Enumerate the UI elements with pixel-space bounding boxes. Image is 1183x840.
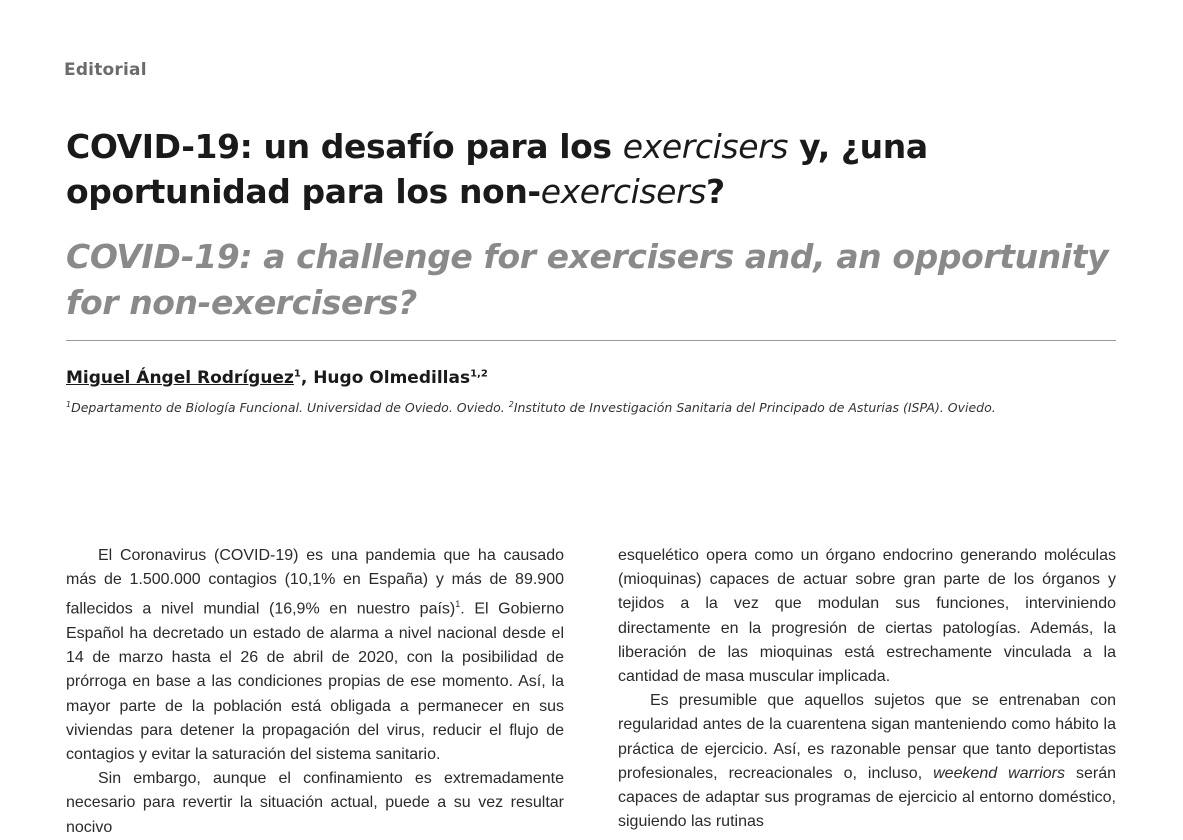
paragraph-text: . El Gobierno Español ha decretado un estado de alarma a nivel nacional desde el 14 de marzo hasta el 26 de abril de 2020, con la posibilidad de prórroga en base a las condiciones propias de ese momento. Así, la mayor parte de la población está obligada a permanecer en sus viviendas para detener la propagación del virus, reducir el flujo de contagios y evitar la saturación del sistema sanitario.	[66, 600, 564, 763]
affiliation2-text: Instituto de Investigación Sanitaria del Principado de Asturias (ISPA). Oviedo.	[513, 400, 996, 416]
paragraph-text: El Coronavirus (COVID-19) es una pandemia que ha causado más de 1.500.000 contagios (10,1% en España) y más de 89.900 fallecidos a nivel mundial (16,9% en nuestro país)	[66, 547, 564, 618]
section-label: Editorial	[64, 60, 147, 80]
affiliation1-mark: 1	[66, 400, 72, 409]
paragraph-text: serán capaces de adaptar sus programas de ejercicio al entorno doméstico, siguiendo las rutinas	[618, 764, 1116, 831]
article-title-english: COVID-19: a challenge for exercisers and, an opportunity for non-exercisers?	[66, 237, 1109, 322]
paragraph	[618, 689, 1116, 834]
title-es-em1: exercisers	[622, 127, 789, 166]
article-title-spanish	[66, 124, 1126, 214]
body-column-left	[66, 544, 564, 840]
author-olmedillas: Hugo Olmedillas	[313, 368, 471, 388]
author-list	[66, 368, 488, 388]
title-es-part3: ?	[706, 172, 725, 211]
paragraph-text: esquelético opera como un órgano endocrino generando moléculas (mioquinas) capaces de actuar sobre gran parte de los órganos y tejidos a la vez que modulan sus funciones, interviniendo directamente en la progresión de ciertas patologías. Además, la liberación de las mioquinas está estrechamente vinculada a la cantidad de masa muscular implicada.	[618, 547, 1116, 686]
body-column-right	[618, 544, 1116, 834]
paragraph	[66, 767, 564, 840]
paragraph	[618, 544, 1116, 689]
affiliation2-mark: 2	[508, 400, 514, 409]
affiliations	[66, 400, 1126, 415]
author-link-rodriguez[interactable]: Miguel Ángel Rodríguez	[66, 368, 294, 388]
affiliation1-text: Departamento de Biología Funcional. Universidad de Oviedo. Oviedo.	[71, 400, 509, 416]
title-es-part1: COVID-19: un desafío para los	[66, 127, 623, 166]
author-separator: ,	[300, 368, 314, 388]
author2-affiliation-mark: 1,2	[470, 368, 488, 380]
reference-mark[interactable]: 1	[455, 599, 461, 610]
paragraph-text: Es presumible que aquellos sujetos que se entrenaban con regularidad antes de la cuarentena sigan manteniendo como hábito la práctica de ejercicio. Así, es razonable pensar que tanto deportistas profesionales, recreacionales o, incluso,	[618, 692, 1116, 782]
title-divider	[66, 340, 1116, 341]
title-es-part2: y, ¿una oportunidad para los non-	[66, 127, 928, 211]
title-es-em2: exercisers	[540, 172, 706, 211]
paragraph-text: Sin embargo, aunque el confinamiento es extremadamente necesario para revertir la situación actual, puede a su vez resultar nocivo	[66, 770, 564, 836]
paragraph	[66, 544, 564, 767]
author1-affiliation-mark: 1	[293, 368, 301, 380]
paragraph-emphasis: weekend warriors	[933, 764, 1066, 782]
